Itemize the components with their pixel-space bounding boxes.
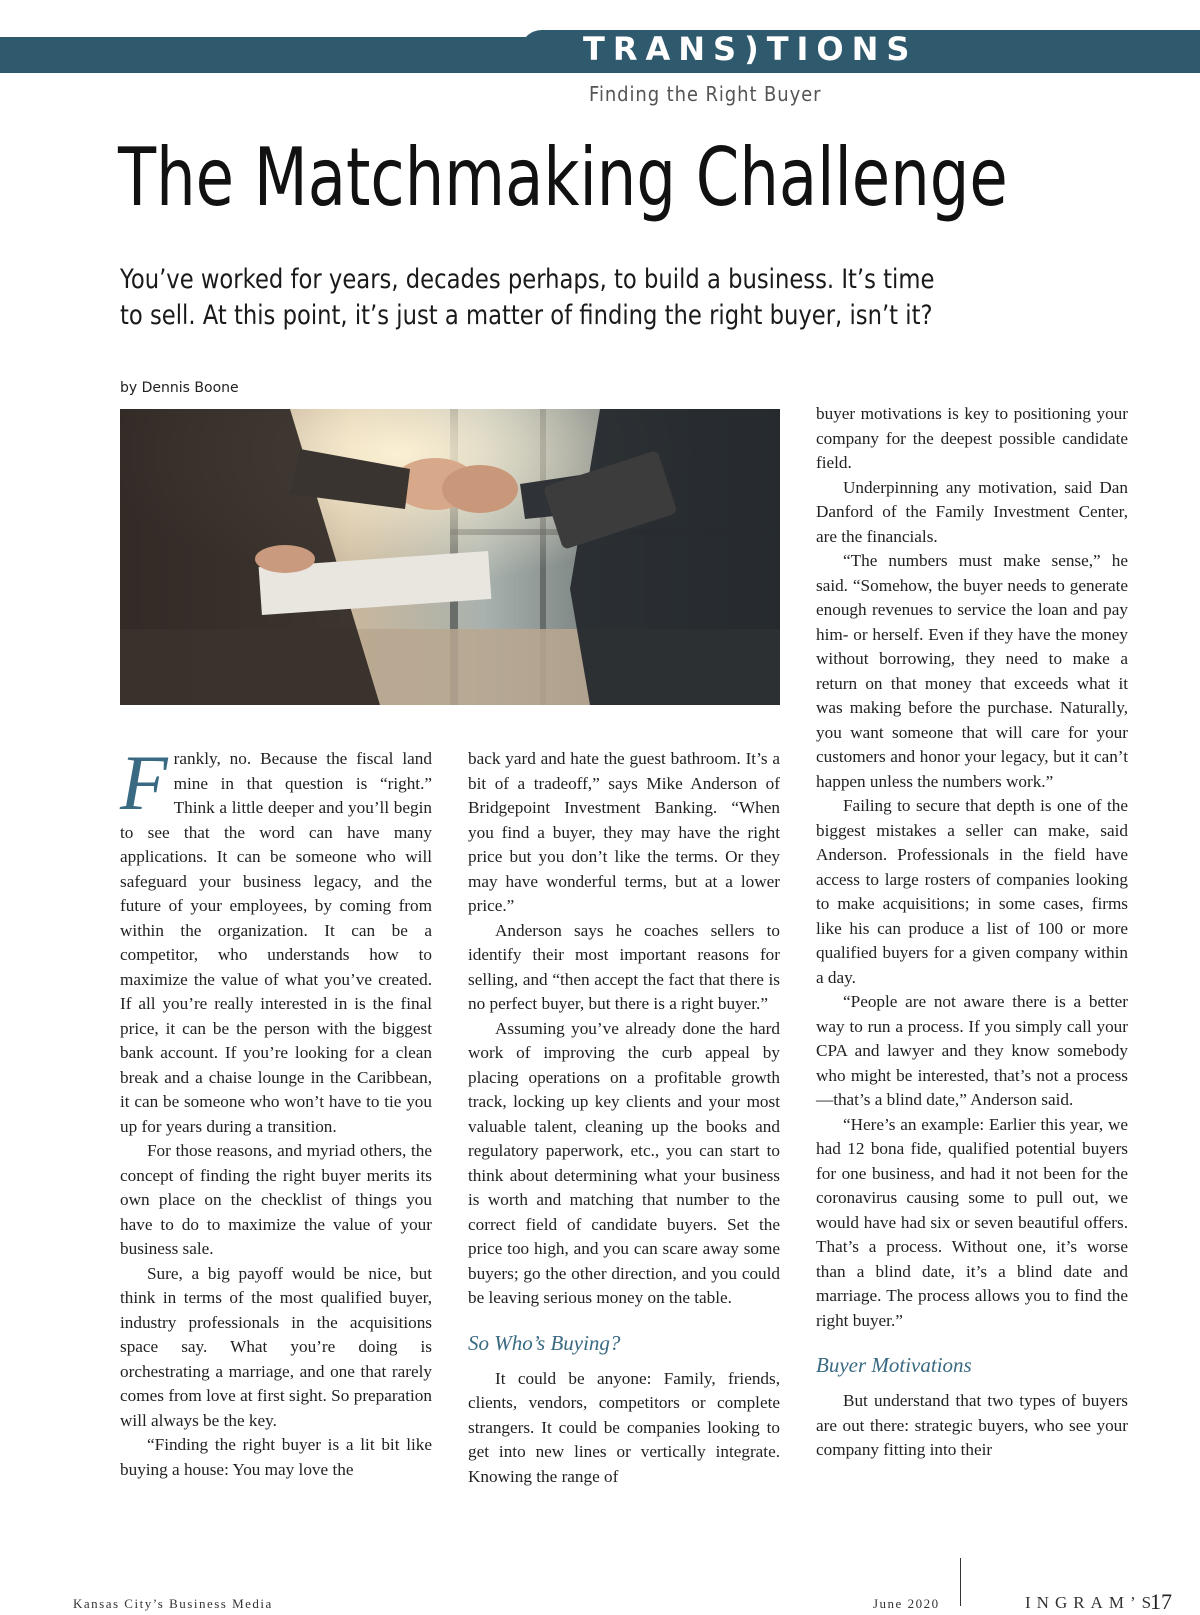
- article-dek: You’ve worked for years, decades perhaps, to build a business. It’s time to sell. At this point, it’s just a matter of finding the right buyer, isn’t it?: [120, 264, 935, 331]
- paragraph: buyer motivations is key to positioning your company for the deepest possible candidate field.: [816, 404, 1128, 472]
- article-byline: by Dennis Boone: [120, 380, 239, 396]
- body-column-1: [120, 739, 432, 1482]
- paragraph: Sure, a big payoff would be nice, but think in terms of the most qualified buyer, industry professionals in the acquisitions space say. What you’re doing is orchestrating a marriage, and one that rarely comes from love at first sight. So preparation will always be the key.: [120, 1263, 432, 1430]
- footer-date: June 2020: [873, 1596, 940, 1611]
- subhead: So Who’s Buying?: [468, 1330, 621, 1355]
- drop-cap: F: [120, 739, 168, 826]
- paragraph: “The numbers must make sense,” he said. “Somehow, the buyer needs to generate enough revenues to service the loan and pay him- or herself. Even if they have the money without borrowing, they need to make a return on that money that exceeds what it was making before the purchase. Naturally, you want someone that will care for your customers and honor your legacy, but it can’t happen unless the numbers work.”: [816, 551, 1128, 791]
- paragraph: “Finding the right buyer is a lit bit like buying a house: You may love the: [120, 1435, 432, 1479]
- paragraph: “Here’s an example: Earlier this year, we had 12 bona fide, qualified potential buyers for one business, and had it not been for the coronavirus causing some to pull out, we would have had six or seven beautiful offers. That’s a process. Without one, it’s worse than a blind date, it’s a blind date and marriage. The process allows you to find the right buyer.”: [816, 1114, 1128, 1330]
- paragraph: back yard and hate the guest bathroom. It’s a bit of a tradeoff,” says Mike Anderson of Bridgepoint Investment Banking. “When you find a buyer, they may have the right price but you don’t like the terms. Or they may have wonderful terms, but at a lower price.”: [468, 749, 780, 915]
- paragraph: Failing to secure that depth is one of the biggest mistakes a seller can make, said Anderson. Professionals in the field have access to large rosters of companies looking to make acquisitions; in some cases, firms like his can produce a list of 100 or more qualified buyers for a given company within a day.: [816, 796, 1128, 987]
- paragraph: It could be anyone: Family, friends, clients, vendors, competitors or complete strangers. It could be companies looking to get into new lines or vertically integrate. Knowing the range of: [468, 1368, 780, 1486]
- paragraph: Frankly, no. Because the fiscal land mine in that question is “right.” Think a little deeper and you’ll begin to see that the word can have many applications. It can be someone who will safeguard your business legacy, and the future of your employees, by coming from within the organization. It can be a competitor, who understands how to maximize the value of what you’ve created. If all you’re really interested in is the final price, it can be the person with the biggest bank account. If you’re looking for a clean break and a chaise lounge in the Caribbean, it can be someone who won’t have to tie you up for years during a transition.: [120, 739, 432, 1136]
- article-title: The Matchmaking Challenge: [118, 131, 1008, 224]
- paragraph: Anderson says he coaches sellers to identify their most important reasons for selling, and “then accept the fact that there is no perfect buyer, but there is a right buyer.”: [468, 920, 780, 1013]
- footer-publication: INGRAM’S: [1025, 1593, 1158, 1612]
- footer-publisher: Kansas City’s Business Media: [73, 1596, 273, 1611]
- body-column-2: [468, 747, 780, 1489]
- paragraph: For those reasons, and myriad others, the concept of finding the right buyer merits its own place on the checklist of things you have to do to maximize the value of your business sale.: [120, 1141, 432, 1258]
- paragraph: Underpinning any motivation, said Dan Danford of the Family Investment Center, are the financials.: [816, 477, 1128, 546]
- paragraph: Assuming you’ve already done the hard work of improving the curb appeal by placing operations on a profitable growth track, locking up key clients and your most valuable talent, cleaning up the books and regulatory paperwork, etc., you can start to think about determining what your business is worth and matching that number to the correct field of candidate buyers. Set the price too high, and you can scare away some buyers; go the other direction, and you could be leaving serious money on the table.: [468, 1018, 780, 1307]
- page-number: 17: [1150, 1589, 1172, 1614]
- section-kicker: Finding the Right Buyer: [589, 82, 822, 106]
- paragraph: “People are not aware there is a better way to run a process. If you simply call your CPA and lawyer and they know somebody who might be interested, that’s not a process—that’s a blind date,” Anderson said.: [816, 992, 1128, 1109]
- body-column-3: [816, 402, 1128, 1463]
- section-brand: TRANS)TIONS: [583, 30, 918, 68]
- footer-divider: [960, 1558, 961, 1606]
- handshake-photo: [120, 409, 780, 705]
- paragraph: But understand that two types of buyers are out there: strategic buyers, who see your company fitting into their: [816, 1391, 1128, 1459]
- subhead: Buyer Motivations: [816, 1353, 972, 1377]
